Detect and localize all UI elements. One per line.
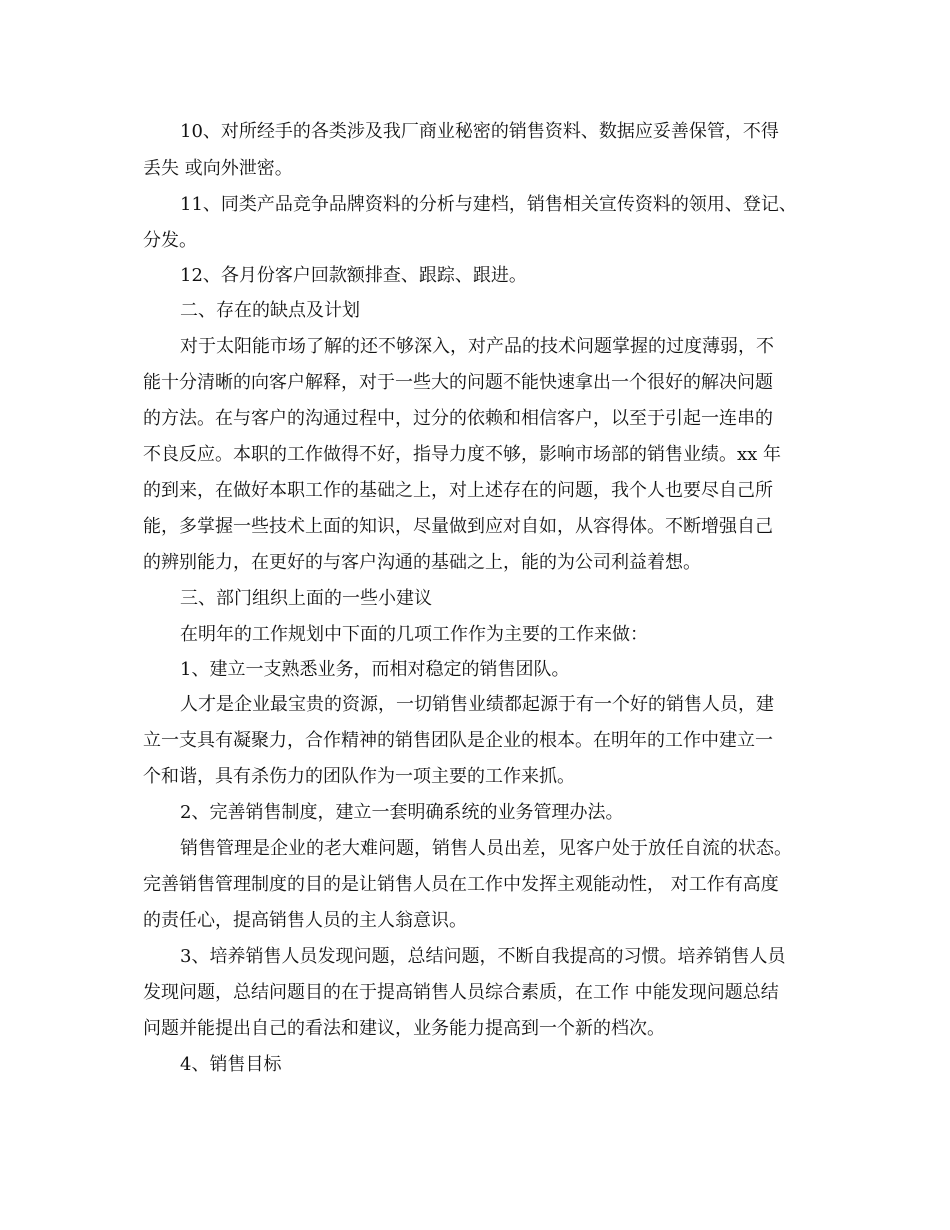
- text-line: 的方法。在与客户的沟通过程中，过分的依赖和相信客户，以至于引起一连串的: [143, 408, 773, 429]
- text-line: 的辨别能力，在更好的与客户沟通的基础之上，能的为公司利益着想。: [143, 552, 701, 573]
- text-line: 能十分清晰的向客户解释，对于一些大的问题不能快速拿出一个很好的解决问题: [143, 372, 773, 393]
- section-heading: 三、部门组织上面的一些小建议: [180, 588, 432, 609]
- text-line: 分发。: [143, 230, 197, 251]
- text-line: 10、对所经手的各类涉及我厂商业秘密的销售资料、数据应妥善保管，不得: [180, 121, 779, 142]
- list-heading: 4、销售目标: [180, 1054, 282, 1075]
- text-line: 的责任心，提高销售人员的主人翁意识。: [143, 910, 467, 931]
- text-line: 能，多掌握一些技术上面的知识，尽量做到应对自如，从容得体。不断增强自己: [143, 516, 773, 537]
- text-line: 的到来，在做好本职工作的基础之上，对上述存在的问题，我个人也要尽自己所: [143, 480, 773, 501]
- text-line: 发现问题，总结问题目的在于提高销售人员综合素质，在工作 中能发现问题总结: [143, 982, 779, 1003]
- text-line: 对于太阳能市场了解的还不够深入，对产品的技术问题掌握的过度薄弱，不: [180, 336, 774, 357]
- text-line: 不良反应。本职的工作做得不好，指导力度不够，影响市场部的销售业绩。xx 年: [143, 444, 782, 465]
- list-heading: 1、建立一支熟悉业务，而相对稳定的销售团队。: [180, 659, 570, 680]
- text-line: 在明年的工作规划中下面的几项工作作为主要的工作来做：: [180, 624, 648, 645]
- section-heading: 二、存在的缺点及计划: [180, 300, 360, 321]
- text-line: 人才是企业最宝贵的资源，一切销售业绩都起源于有一个好的销售人员，建: [180, 694, 774, 715]
- text-line: 丢失 或向外泄密。: [143, 158, 293, 179]
- text-line: 11、同类产品竞争品牌资料的分析与建档，销售相关宣传资料的领用、登记、: [180, 194, 797, 215]
- text-line: 立一支具有凝聚力，合作精神的销售团队是企业的根本。在明年的工作中建立一: [143, 730, 773, 751]
- text-line: 销售管理是企业的老大难问题，销售人员出差，见客户处于放任自流的状态。: [180, 838, 792, 859]
- text-line: 完善销售管理制度的目的是让销售人员在工作中发挥主观能动性， 对工作有高度: [143, 874, 779, 895]
- list-heading: 3、培养销售人员发现问题，总结问题，不断自我提高的习惯。培养销售人员: [180, 946, 786, 967]
- text-line: 问题并能提出自己的看法和建议，业务能力提高到一个新的档次。: [143, 1018, 665, 1039]
- text-line: 个和谐，具有杀伤力的团队作为一项主要的工作来抓。: [143, 766, 575, 787]
- text-line: 12、各月份客户回款额排查、跟踪、跟进。: [180, 265, 527, 286]
- list-heading: 2、完善销售制度，建立一套明确系统的业务管理办法。: [180, 802, 624, 823]
